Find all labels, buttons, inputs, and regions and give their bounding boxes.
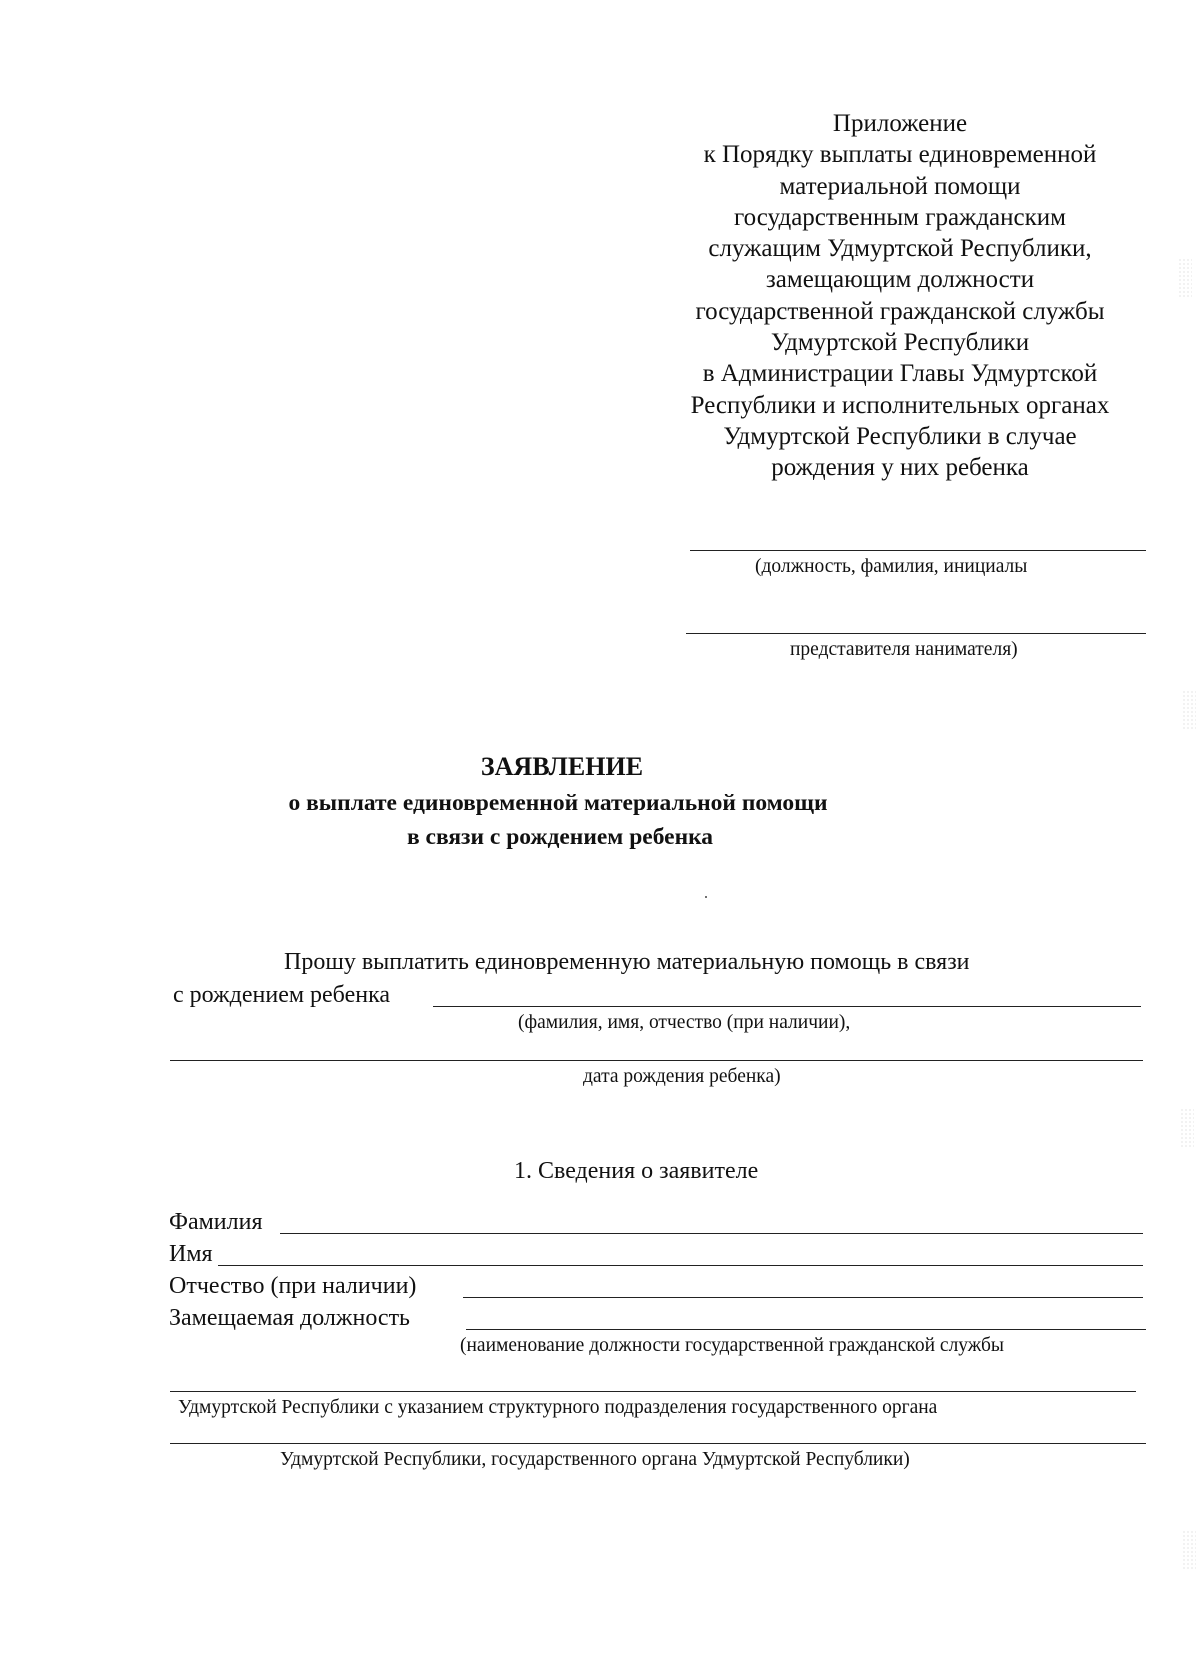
position-caption-3: Удмуртской Республики, государственного органа Удмуртской Республики) xyxy=(280,1449,910,1470)
child-birthdate-caption: дата рождения ребенка) xyxy=(583,1066,781,1087)
position-line-2[interactable] xyxy=(170,1391,1136,1392)
request-line-2: с рождением ребенка xyxy=(173,982,391,1008)
addressee-caption-1: (должность, фамилия, инициалы xyxy=(755,556,1028,577)
patronymic-line[interactable] xyxy=(463,1297,1143,1298)
request-line-1: Прошу выплатить единовременную материальную помощь в связи xyxy=(284,949,970,975)
scan-artifact xyxy=(1180,1108,1194,1148)
appendix-line: Удмуртской Республики xyxy=(770,329,1030,357)
appendix-line: служащим Удмуртской Республики, xyxy=(708,235,1092,263)
name-label: Имя xyxy=(169,1241,213,1267)
position-line[interactable] xyxy=(466,1329,1146,1330)
name-line[interactable] xyxy=(218,1265,1143,1266)
position-caption-1: (наименование должности государственной гражданской службы xyxy=(460,1335,1005,1356)
child-birthdate-line[interactable] xyxy=(170,1060,1143,1061)
appendix-line: Республики и исполнительных органах xyxy=(690,391,1110,419)
position-label: Замещаемая должность xyxy=(169,1305,410,1331)
patronymic-label: Отчество (при наличии) xyxy=(169,1273,417,1299)
appendix-block xyxy=(640,108,1160,484)
addressee-caption-2: представителя нанимателя) xyxy=(790,639,1018,660)
appendix-line: к Порядку выплаты единовременной xyxy=(703,141,1097,169)
addressee-line-2[interactable] xyxy=(686,633,1146,634)
position-line-3[interactable] xyxy=(170,1443,1146,1444)
scan-artifact xyxy=(1182,690,1196,730)
appendix-line: замещающим должности xyxy=(765,266,1035,294)
section-heading: 1. Сведения о заявителе xyxy=(514,1158,759,1184)
scan-artifact xyxy=(1178,258,1192,298)
addressee-line-1[interactable] xyxy=(690,550,1146,551)
appendix-line: Приложение xyxy=(832,110,968,137)
child-name-caption: (фамилия, имя, отчество (при наличии), xyxy=(518,1012,851,1033)
document-title: ЗАЯВЛЕНИЕ xyxy=(480,752,644,781)
position-caption-2: Удмуртской Республики с указанием структурного подразделения государственного органа xyxy=(178,1397,938,1418)
scan-dot xyxy=(705,896,707,898)
appendix-line: материальной помощи xyxy=(779,172,1021,200)
appendix-line: в Администрации Главы Удмуртской xyxy=(702,360,1098,388)
surname-line[interactable] xyxy=(280,1233,1143,1234)
appendix-line: государственной гражданской службы xyxy=(695,297,1105,325)
document-subtitle-1: о выплате единовременной материальной помощи xyxy=(288,790,828,816)
surname-label: Фамилия xyxy=(169,1209,263,1235)
appendix-line: государственным гражданским xyxy=(734,203,1066,231)
appendix-line: рождения у них ребенка xyxy=(771,454,1029,482)
document-subtitle-2: в связи с рождением ребенка xyxy=(406,824,714,850)
appendix-line: Удмуртской Республики в случае xyxy=(723,422,1077,450)
scan-artifact xyxy=(1182,1530,1196,1570)
child-name-line[interactable] xyxy=(433,1006,1141,1007)
